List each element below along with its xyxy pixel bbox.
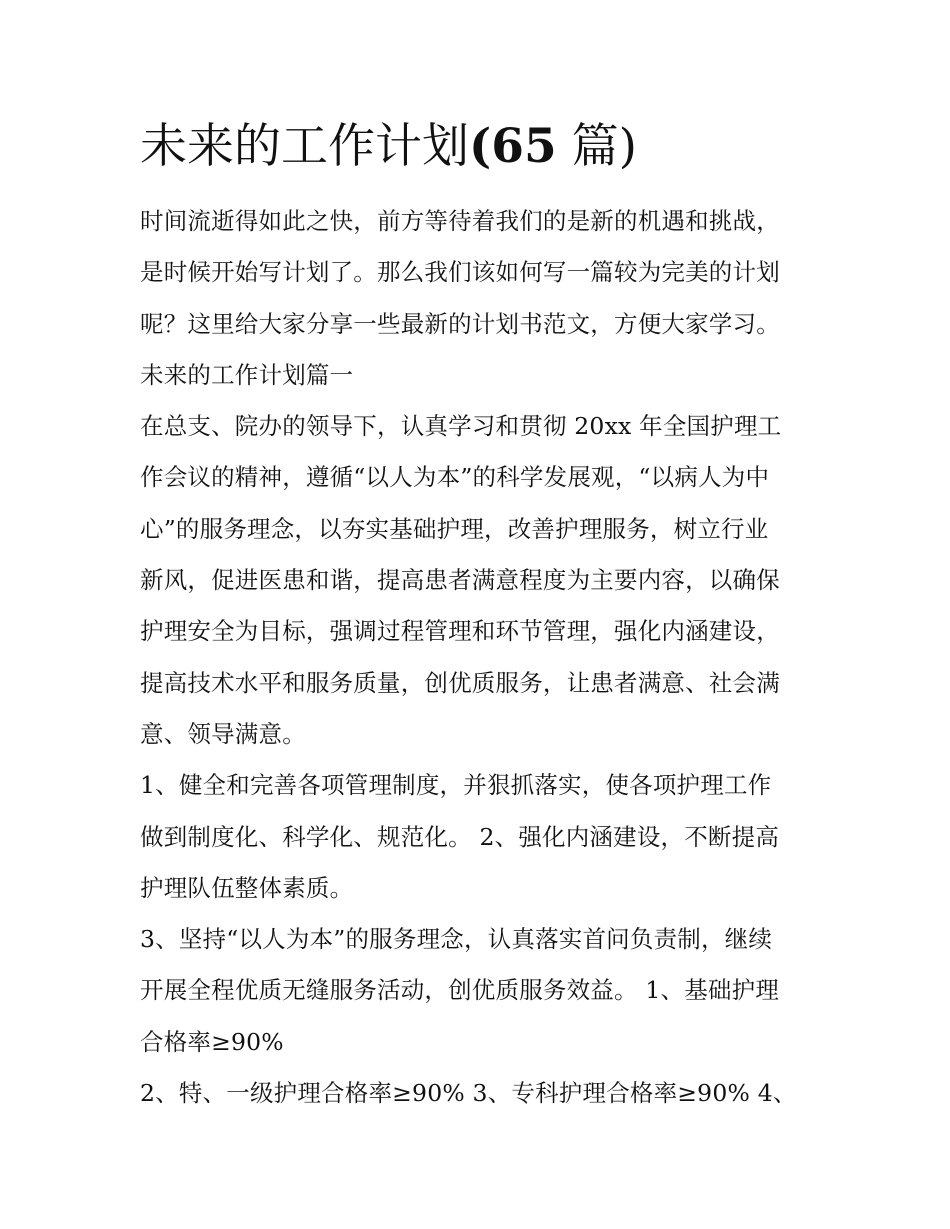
document-title <box>140 115 637 179</box>
body-line: 3、坚持“以人为本”的服务理念，认真落实首问负责制，继续 <box>140 925 773 954</box>
title-tail: 篇) <box>571 119 637 174</box>
body-line: 在总支、院办的领导下，认真学习和贯彻 20xx 年全国护理工 <box>140 412 782 441</box>
title-count: (65 <box>469 119 557 174</box>
body-line: 新风，促进医患和谐，提高患者满意程度为主要内容，以确保 <box>140 566 780 595</box>
body-line: 时间流逝得如此之快，前方等待着我们的是新的机遇和挑战， <box>140 207 780 235</box>
body-line: 1、健全和完善各项管理制度，并狠抓落实，使各项护理工作 <box>140 771 772 800</box>
title-main: 未来的工作计划 <box>140 119 469 174</box>
body-line: 心”的服务理念，以夯实基础护理，改善护理服务，树立行业 <box>140 514 769 543</box>
body-line: 是时候开始写计划了。那么我们该如何写一篇较为完美的计划 <box>140 258 780 287</box>
section-heading: 未来的工作计划篇一 <box>140 360 354 389</box>
body-line: 作会议的精神，遵循“以人为本”的科学发展观，“以病人为中 <box>140 463 770 492</box>
body-line: 2、特、一级护理合格率≥90% 3、专科护理合格率≥90% 4、 <box>140 1079 797 1108</box>
body-line: 合格率≥90% <box>140 1027 284 1056</box>
body-line: 护理队伍整体素质。 <box>140 873 354 902</box>
body-line: 提高技术水平和服务质量，创优质服务，让患者满意、社会满 <box>140 668 780 697</box>
body-line: 护理安全为目标，强调过程管理和环节管理，强化内涵建设， <box>140 617 780 646</box>
body-line: 呢？这里给大家分享一些最新的计划书范文，方便大家学习。 <box>140 309 780 338</box>
body-line: 开展全程优质无缝服务活动，创优质服务效益。 1、基础护理 <box>140 976 780 1005</box>
body-line: 做到制度化、科学化、规范化。 2、强化内涵建设，不断提高 <box>140 822 780 851</box>
body-line: 意、领导满意。 <box>140 719 306 748</box>
document-body <box>140 196 815 1119</box>
